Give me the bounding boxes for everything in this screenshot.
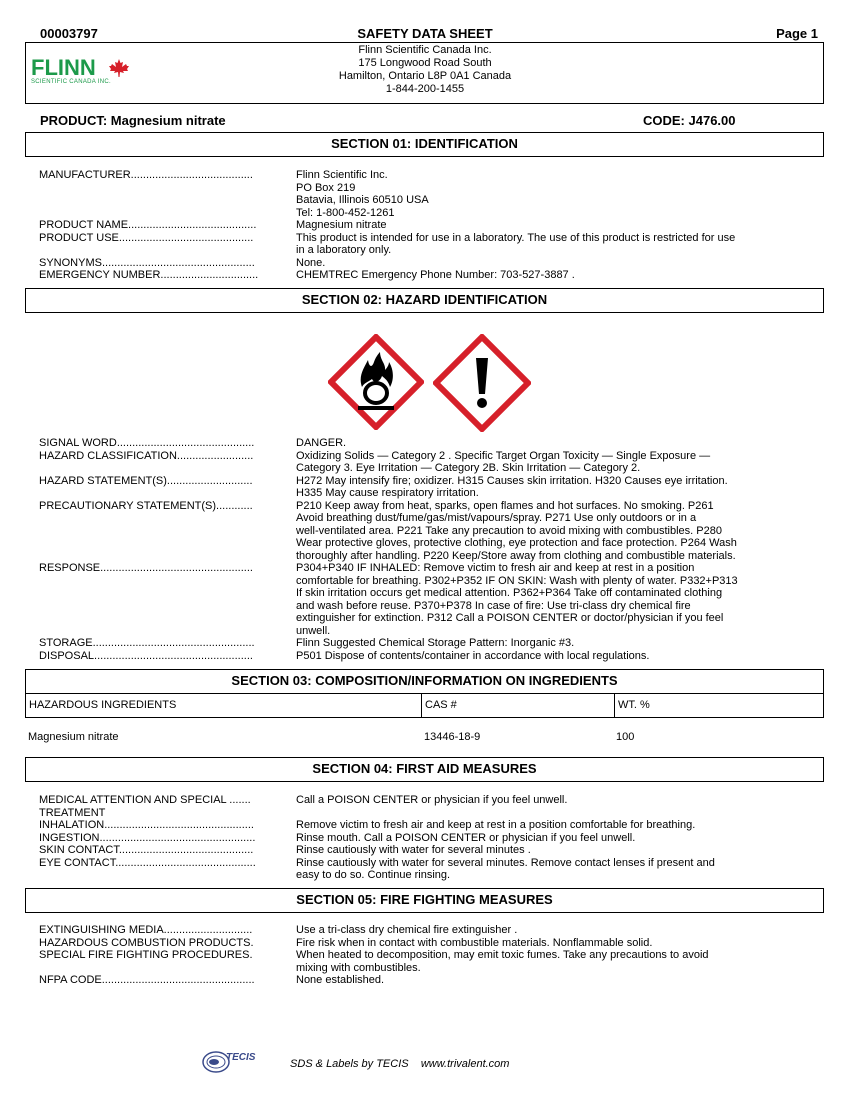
field-value: CHEMTREC Emergency Phone Number: 703-527-3887 .: [296, 269, 575, 281]
column-header-cas: CAS #: [422, 694, 615, 717]
field-label: SKIN CONTACT............................................: [39, 844, 254, 856]
field-label: PRECAUTIONARY STATEMENT(S)............: [39, 499, 253, 512]
field-label: INHALATION.................................................: [39, 819, 254, 831]
field-value: H272 May intensify fire; oxidizer. H315 Causes skin irritation. H320 Causes eye irritation. H335 May cause respiratory irritation.: [296, 474, 728, 499]
footer-credit: SDS & Labels by TECIS www.trivalent.com: [290, 1058, 510, 1070]
field-label: SYNONYMS..................................................: [39, 256, 255, 269]
column-header-weight: WT. %: [618, 699, 650, 711]
field-value: Flinn Scientific Inc. PO Box 219 Batavia, Illinois 60510 USA Tel: 1-800-452-1261: [296, 169, 429, 219]
field-value: Call a POISON CENTER or physician if you feel unwell.: [296, 794, 568, 806]
address-line: 1-844-200-1455: [385, 83, 465, 95]
field-value: None established.: [296, 974, 385, 986]
field-label: HAZARDOUS COMBUSTION PRODUCTS.: [39, 936, 254, 949]
logo-text: FLINN: [31, 55, 96, 80]
field-value: Rinse cautiously with water for several minutes. Remove contact lenses if present and easy to do so. Continue rinsing.: [296, 856, 715, 881]
ingredient-name: Magnesium nitrate: [28, 731, 119, 743]
ingredient-cas: 13446-18-9: [424, 731, 481, 743]
field-value: Rinse cautiously with water for several minutes .: [296, 844, 531, 856]
document-number: 00003797: [40, 26, 98, 41]
address-line: 175 Longwood Road South: [358, 57, 492, 69]
logo-subtitle: SCIENTIFIC CANADA INC.: [31, 79, 111, 85]
field-label: STORAGE.....................................................: [39, 637, 255, 649]
field-value: Flinn Suggested Chemical Storage Pattern: Inorganic #3.: [296, 637, 575, 649]
field-label: MEDICAL ATTENTION AND SPECIAL ....... TREATMENT: [39, 794, 251, 819]
field-label: SPECIAL FIRE FIGHTING PROCEDURES.: [39, 949, 253, 961]
field-label: SIGNAL WORD.............................................: [39, 437, 255, 449]
field-value: When heated to decomposition, may emit toxic fumes. Take any precautions to avoid mixing with combustibles.: [296, 949, 709, 974]
field-label: PRODUCT NAME..........................................: [39, 219, 257, 231]
field-label: HAZARD CLASSIFICATION.........................: [39, 449, 254, 462]
field-value: Magnesium nitrate: [296, 219, 387, 231]
field-label: HAZARD STATEMENT(S)............................: [39, 474, 253, 487]
section-header-first-aid: SECTION 04: FIRST AID MEASURES: [25, 757, 824, 782]
field-label: NFPA CODE..................................................: [39, 974, 255, 986]
section-header-identification: SECTION 01: IDENTIFICATION: [25, 132, 824, 157]
field-value: P210 Keep away from heat, sparks, open flames and hot surfaces. No smoking. P261 Avoid breathing dust/fume/gas/mist/vapours/spray. P271 Use only outdoors or in a well-ventilated area. P221 Take any precaution to avoid mixing with combustibles. P280 Wear protective gloves, protective clothing, eye protection and face protection. P264 Wash thoroughly after handling. P220 Keep/Store away from clothing and combustible materials.: [296, 499, 737, 562]
field-value: None.: [296, 256, 326, 269]
field-label: PRODUCT USE............................................: [39, 231, 254, 244]
field-value: DANGER.: [296, 437, 347, 449]
field-label: MANUFACTURER........................................: [39, 169, 253, 181]
exclamation-mark-icon: [433, 334, 531, 432]
section-header-hazard: SECTION 02: HAZARD IDENTIFICATION: [25, 288, 824, 313]
field-value: Rinse mouth. Call a POISON CENTER or physician if you feel unwell.: [296, 831, 636, 844]
field-label: DISPOSAL....................................................: [39, 649, 253, 662]
product-code: CODE: J476.00: [643, 113, 736, 128]
field-label: RESPONSE..................................................: [39, 562, 253, 574]
field-value: P501 Dispose of contents/container in accordance with local regulations.: [296, 649, 650, 662]
field-label: EYE CONTACT..............................................: [39, 856, 256, 869]
field-value: P304+P340 IF INHALED: Remove victim to fresh air and keep at rest in a position comfortable for breathing. P302+P352 IF ON SKIN: Wash with plenty of water. P332+P313 If skin irritation occurs get medical attention. P362+P364 Take off contaminated clothing and wash before reuse. P370+P378 In case of fire: Use tri-class dry chemical fire extinguisher for extinction. P312 Call a POISON CENTER or doctor/physician if you feel unwell.: [296, 562, 738, 637]
composition-table-header: [25, 693, 824, 718]
section-header-fire-fighting: SECTION 05: FIRE FIGHTING MEASURES: [25, 888, 824, 913]
section-header-composition: SECTION 03: COMPOSITION/INFORMATION ON INGREDIENTS: [25, 669, 824, 694]
company-logo: [31, 57, 131, 85]
field-label: EMERGENCY NUMBER................................: [39, 269, 259, 281]
ingredient-weight: 100: [616, 731, 635, 743]
field-value: Fire risk when in contact with combustible materials. Nonflammable solid.: [296, 936, 653, 949]
tecis-logo-text: TECIS: [226, 1052, 256, 1063]
field-value: Oxidizing Solids — Category 2 . Specific Target Organ Toxicity — Single Exposure — Category 3. Eye Irritation — Category 2B. Skin Irritation — Category 2.: [296, 449, 711, 474]
field-label: INGESTION...................................................: [39, 831, 256, 844]
page-number: Page 1: [776, 26, 818, 41]
column-header-ingredient: HAZARDOUS INGREDIENTS: [26, 694, 422, 717]
field-value: This product is intended for use in a laboratory. The use of this product is restricted for use in a laboratory only.: [296, 231, 736, 256]
field-value: Remove victim to fresh air and keep at rest in a position comfortable for breathing.: [296, 819, 696, 831]
address-line: Flinn Scientific Canada Inc.: [358, 44, 492, 56]
product-name: PRODUCT: Magnesium nitrate: [40, 113, 226, 128]
maple-leaf-icon: [108, 58, 130, 78]
document-title: SAFETY DATA SHEET: [357, 26, 493, 41]
field-label: EXTINGUISHING MEDIA.............................: [39, 924, 253, 936]
address-line: Hamilton, Ontario L8P 0A1 Canada: [338, 70, 512, 82]
flame-over-circle-icon: [328, 334, 424, 430]
field-value: Use a tri-class dry chemical fire extinguisher .: [296, 924, 518, 936]
